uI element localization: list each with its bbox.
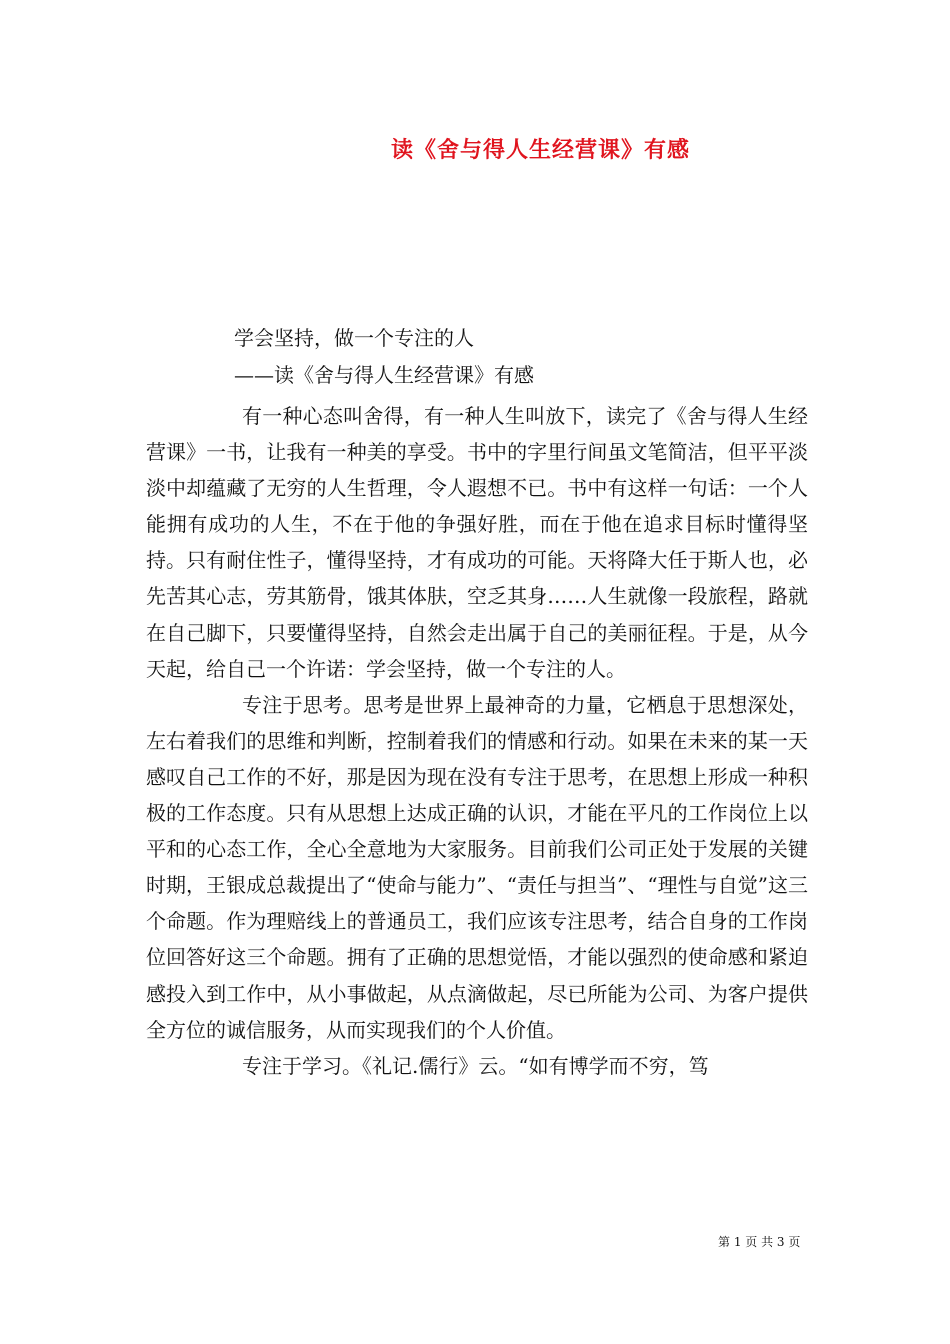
- paragraph-1: 有一种心态叫舍得，有一种人生叫放下，读完了《舍与得人生经营课》一书，让我有一种美的享受。书中的字里行间虽文笔简洁，但平平淡淡中却蕴藏了无穷的人生哲理，令人遐想不已。书中有这样一句话：一个人能拥有成功的人生，不在于他的争强好胜，而在于他在追求目标时懂得坚持。只有耐住性子，懂得坚持，才有成功的可能。天将降大任于斯人也，必先苦其心志，劳其筋骨，饿其体肤，空乏其身……人生就像一段旅程，路就在自己脚下，只要懂得坚持，自然会走出属于自己的美丽征程。于是，从今天起，给自己一个许诺：学会坚持，做一个专注的人。: [146, 404, 808, 681]
- paragraph-2: 专注于思考。思考是世界上最神奇的力量，它栖息于思想深处，左右着我们的思维和判断，控制着我们的情感和行动。如果在未来的某一天感叹自己工作的不好，那是因为现在没有专注于思考，在思想上形成一种积极的工作态度。只有从思想上达成正确的认识，才能在平凡的工作岗位上以平和的心态工作，全心全意地为大家服务。目前我们公司正处于发展的关键时期，王银成总裁提出了“使命与能力”、“责任与担当”、“理性与自觉”这三个命题。作为理赔线上的普通员工，我们应该专注思考，结合自身的工作岗位回答好这三个命题。拥有了正确的思想觉悟，才能以强烈的使命感和紧迫感投入到工作中，从小事做起，从点滴做起，尽已所能为公司、为客户提供全方位的诚信服务，从而实现我们的个人价值。: [146, 692, 808, 1042]
- page-title: 读《舍与得人生经营课》有感: [391, 137, 691, 163]
- article-body: [146, 398, 808, 1084]
- paragraph-3: 专注于学习。《礼记.儒行》云。“如有博学而不穷，笃: [242, 1053, 709, 1078]
- article-subheading: ——读《舍与得人生经营课》有感: [234, 363, 534, 387]
- article-heading: 学会坚持，做一个专注的人: [234, 326, 474, 350]
- page-number: 第 1 页 共 3 页: [718, 1235, 801, 1249]
